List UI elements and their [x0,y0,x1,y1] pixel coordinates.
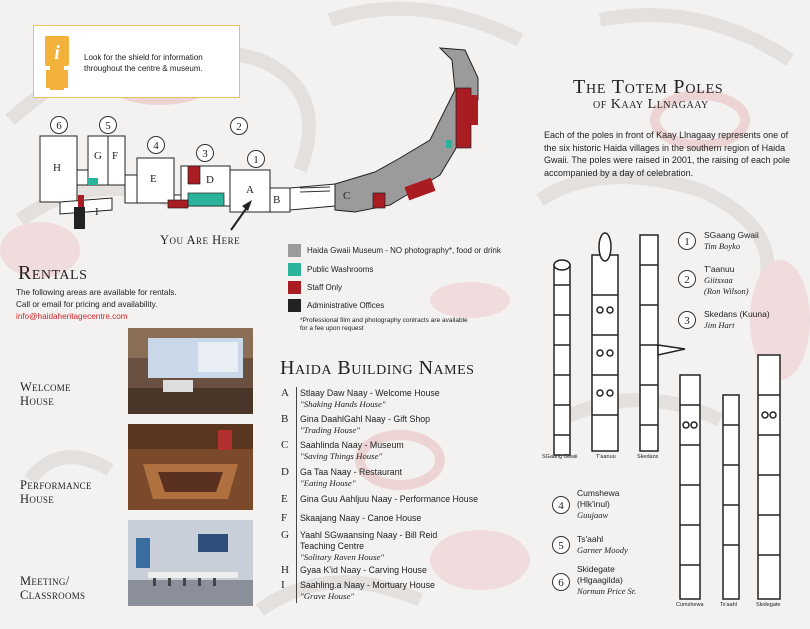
room-performance-line2: House [20,492,55,506]
building-letter-e: E [281,493,288,505]
room-welcome-line1: Welcome [20,380,71,394]
pole-drawing-4 [680,375,700,599]
pole-drawing-5 [723,395,739,599]
pole-number-2: 2 [678,270,696,288]
building-letter-d: D [281,466,289,478]
building-english-a: "Shaking Hands House" [300,399,386,409]
pole-6-name: Skidegate [577,564,615,574]
room-meeting-line1: Meeting/ [20,574,70,588]
legend-swatch-admin [288,299,301,312]
pole-3-carver: Jim Hart [704,320,735,330]
pole-caption-1: SGaang Gwaii [542,454,578,460]
legend-note [300,317,468,333]
room-label-welcome [20,380,71,408]
building-letter-b: B [281,413,289,425]
pole-drawing-3 [640,235,685,451]
building-name-g: Yaahl SGwaansing Naay - Bill Reid Teaching Centre [300,530,438,551]
room-welcome-line2: House [20,394,55,408]
pole-drawing-6 [758,355,780,599]
building-english-c: "Saving Things House" [300,451,383,461]
building-name-b: Gina DaahlGahl Naay - Gift Shop [300,414,431,424]
pole-number-1: 1 [678,232,696,250]
meeting-classrooms-photo [128,520,253,606]
info-text-line2: throughout the centre & museum. [84,64,203,73]
totem-description: Each of the poles in front of Kaay Llnagaay represents one of the six historic Haida villages in the southern region of Haida Gwaii. The poles were raised in 2001, the raising of each pole accompanied by a day of celebration. [544,130,790,178]
building-letter-f: F [281,512,288,524]
pole-entry-3 [704,309,770,331]
totem-title: The Totem Poles [573,76,724,98]
pole-entry-1 [704,230,759,252]
map-label-i: I [95,206,99,218]
pole-caption-6: Skidegate [756,602,781,608]
building-english-g: "Solitary Raven House" [300,552,385,562]
pole-4-name: Cumshewa [577,488,620,498]
building-letter-i: I [281,579,285,591]
pole-number-3: 3 [678,311,696,329]
pole-6-carver: Norman Price Sr. [577,586,637,596]
map-pole-2: 2 [230,117,248,135]
pole-1-carver: Tim Boyko [704,241,741,251]
pole-5-carver: Garner Moody [577,545,628,555]
building-name-f: Skaajang Naay - Canoe House [300,513,422,523]
pole-number-5: 5 [552,536,570,554]
pole-2-name: T'aanuu [704,264,735,274]
pole-entry-6 [577,564,636,597]
building-letter-h: H [281,564,289,576]
room-label-performance [20,478,92,506]
map-pole-4: 4 [147,136,165,154]
map-label-d: D [206,174,214,186]
map-label-h: H [53,162,61,174]
pole-caption-4: Cumshewa [676,602,704,608]
svg-text:i: i [54,42,60,64]
pole-entry-5 [577,534,628,556]
rentals-email-link[interactable]: info@haidaheritagecentre.com [16,312,128,321]
you-are-here-label: You Are Here [160,233,241,247]
map-label-b: B [273,194,281,206]
legend-note-line2: for a fee upon request [300,325,364,332]
pole-4-carver: Guujaaw [577,510,609,520]
legend-label-washrooms: Public Washrooms [307,265,374,274]
building-name-c: Saahlinda Naay - Museum [300,440,404,450]
pole-entry-2 [704,264,749,297]
map-label-a: A [246,184,254,196]
rentals-line1: The following areas are available for rentals. [16,288,177,297]
building-name-d: Ga Taa Naay - Restaurant [300,467,403,477]
map-admin-office [74,207,85,229]
pole-entry-4 [577,488,620,521]
legend-note-line1: *Professional film and photography contracts are available [300,317,468,324]
room-meeting-line2: Classrooms [20,588,86,602]
legend-label-staff: Staff Only [307,283,342,292]
map-label-f: F [112,150,119,162]
room-label-meeting [20,574,85,602]
pole-drawing-2 [592,233,618,451]
building-names-divider [296,387,297,603]
legend-label-admin: Administrative Offices [307,301,385,310]
rentals-line2: Call or email for pricing and availability. [16,300,158,309]
pole-caption-5: Ts'aahl [720,602,737,608]
pole-2-carver: (Ron Wilson) [704,286,749,296]
building-name-e: Gina Guu Aahljuu Naay - Performance House [300,494,478,504]
building-english-b: "Trading House" [300,425,360,435]
pole-4-alt: (Hlk'inul) [577,499,610,509]
pole-drawing-1 [554,260,570,455]
map-washrooms [188,193,224,206]
building-name-h: Gyaa K'id Naay - Carving House [300,565,427,575]
map-pole-5: 5 [99,116,117,134]
room-performance-line1: Performance [20,478,92,492]
pole-1-name: SGaang Gwaii [704,230,759,240]
legend-swatch-museum [288,244,301,257]
map-label-c: C [343,190,351,202]
pole-5-name: Ts'aahl [577,534,604,544]
pole-3-name: Skedans (Kuuna) [704,309,770,319]
rentals-text [16,287,256,323]
map-label-e: E [150,173,157,185]
map-staff-area-2 [188,166,200,184]
building-name-i: Saahling.a Naay - Mortuary House [300,580,435,590]
pole-number-6: 6 [552,573,570,591]
building-letter-g: G [281,529,289,541]
pole-caption-3: Skedans [637,454,659,460]
performance-house-photo [128,424,253,510]
building-letter-c: C [281,439,289,451]
legend-swatch-washrooms [288,263,301,276]
map-pole-6: 6 [50,116,68,134]
pole-number-4: 4 [552,496,570,514]
rentals-title: Rentals [18,262,88,284]
building-english-i: "Grave House" [300,591,355,601]
map-label-g: G [94,150,102,162]
building-names-title: Haida Building Names [280,357,475,379]
totem-subtitle: of Kaay Llnagaay [593,97,709,112]
legend-swatch-staff [288,281,301,294]
pole-caption-2: T'aanuu [596,454,616,460]
building-english-d: "Eating House" [300,478,356,488]
welcome-house-photo [128,328,253,414]
pole-6-alt: (Hlgaagilda) [577,575,623,585]
info-text-line1: Look for the shield for information [84,53,203,62]
building-name-a: Stlaay Daw Naay - Welcome House [300,388,440,398]
legend-label-museum: Haida Gwaii Museum - NO photography*, food or drink [307,246,501,255]
building-letter-a: A [281,387,289,399]
pole-2-alt: Giitsxaa [704,275,733,285]
map-pole-3: 3 [196,144,214,162]
map-pole-1: 1 [247,150,265,168]
